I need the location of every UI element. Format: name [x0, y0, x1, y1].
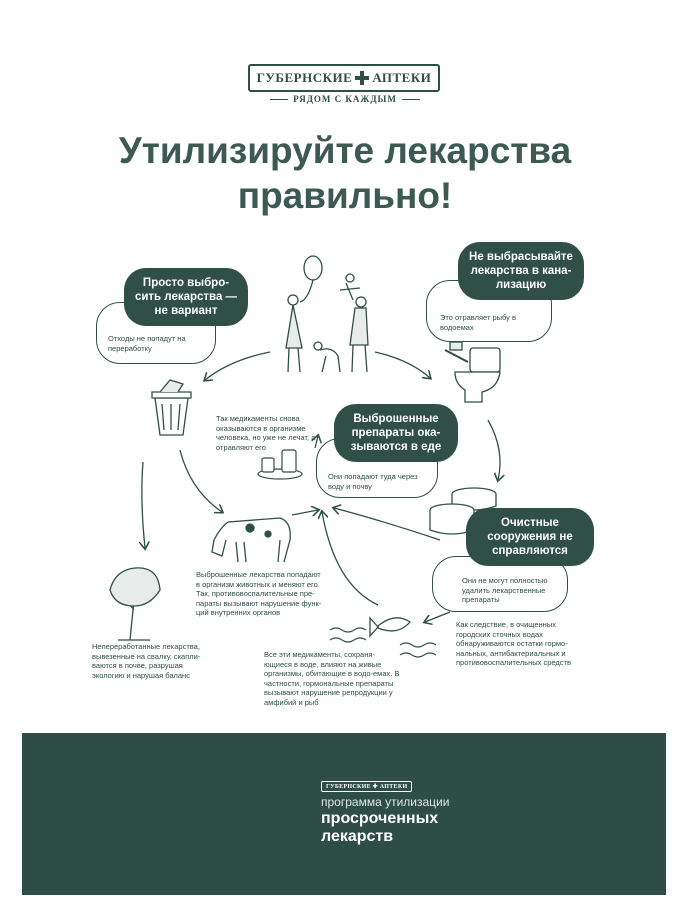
- food-plate-icon: [258, 450, 302, 479]
- banner-brand: ГУБЕРНСКИЕ ✚ АПТЕКИ: [321, 781, 412, 792]
- bubble-sewer-text: Это отравляет рыбу в водоемах: [440, 313, 516, 332]
- program-banner: [22, 733, 666, 895]
- banner-title-line-1: просроченных: [321, 810, 439, 827]
- note-soil: Непереработанные лекарства, вывезенные на свалку, скапли-ваются в почве, разрушая экологию и нарушая баланс: [92, 642, 201, 680]
- tree-icon: [110, 568, 160, 640]
- pill-throw-away: Просто выбро-сить лекарства — не вариант: [124, 268, 248, 326]
- bubble-food-text: Они попадают туда через воду и почву: [328, 472, 418, 491]
- banner-title: [321, 810, 438, 846]
- note-organism: Так медикаменты снова оказываются в организме человека, но уже не лечат, а отравляют его: [216, 414, 316, 452]
- pill-food: Выброшенные препараты ока-зываются в еде: [334, 404, 458, 462]
- toilet-icon: [445, 342, 500, 402]
- pill-sewer: Не выбрасывайте лекарства в кана-лизацию: [458, 242, 584, 300]
- tagline: РЯДОМ С КАЖДЫМ: [260, 94, 430, 104]
- pill-treatment: Очистные сооружения не справляются: [466, 508, 594, 566]
- note-water: Все эти медикаменты, сохраня-ющиеся в воде, влияют на живые организмы, обитающие в водо-емах. В частности, гормональные препараты вызывают нарушение репродукции у амфибий и рыб: [264, 650, 400, 707]
- title-line-2: правильно!: [237, 175, 453, 216]
- trash-bin-icon: [152, 380, 191, 435]
- bubble-treatment-text: Они не могут полностью удалить лекарственные препараты: [462, 576, 548, 604]
- bubble-throw-away-text: Отходы не попадут на переработку: [108, 334, 186, 353]
- note-residue: Как следствие, в очищенных городских сточных водах обнаруживаются остатки гормо-нальных, антибактериальных и противовоспалительных средств: [456, 620, 571, 667]
- banner-title-line-2: лекарств: [321, 828, 394, 845]
- logo-text-right: АПТЕКИ: [372, 70, 432, 85]
- cow-icon: [212, 518, 290, 562]
- family-illustration-icon: [286, 256, 368, 372]
- banner-program: программа утилизации: [321, 795, 450, 809]
- title-line-1: Утилизируйте лекарства: [118, 130, 572, 171]
- logo-text-left: ГУБЕРНСКИЕ: [256, 70, 353, 85]
- note-animals: Выброшенные лекарства попадают в организм животных и меняют его. Так, противовоспалительные пре-параты вызывают нарушение функ-ций внутренних органов: [196, 570, 322, 617]
